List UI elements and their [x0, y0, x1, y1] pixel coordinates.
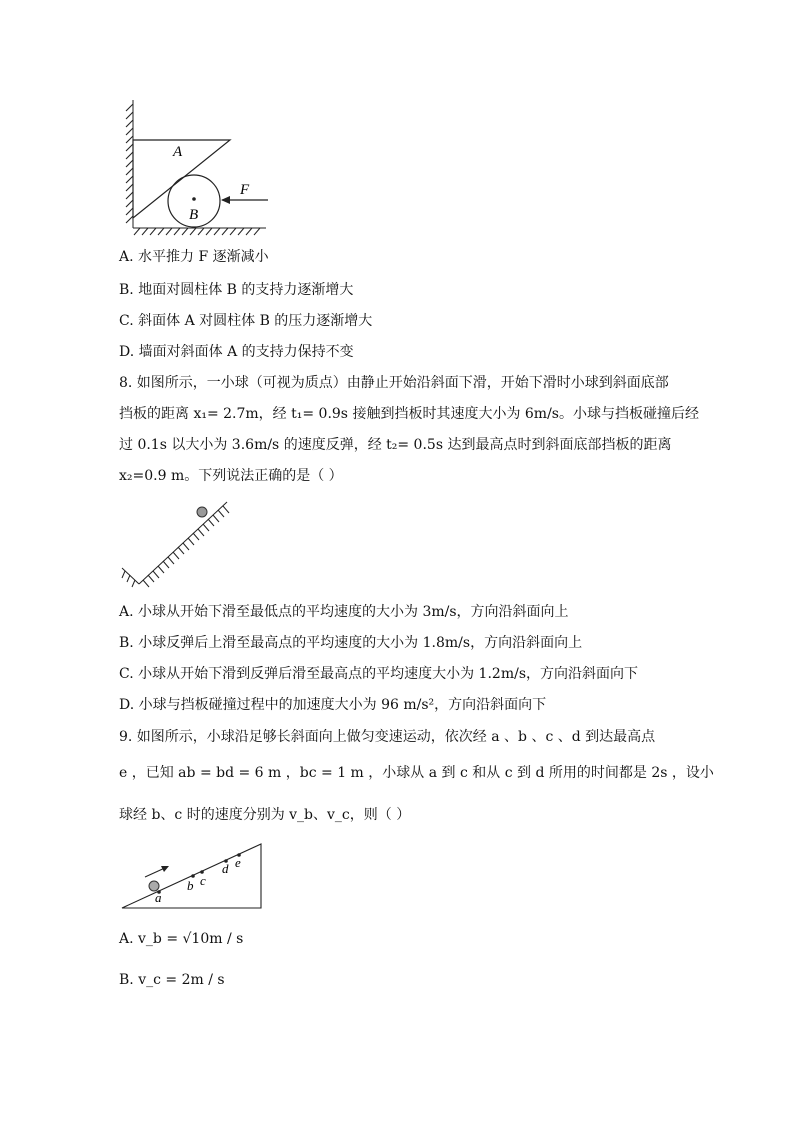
q9-option-a: A. v_b = √10m / s — [119, 931, 244, 947]
q8-stem-line4: x₂=0.9 m。下列说法正确的是（ ） — [119, 468, 343, 484]
ground-hatching — [133, 228, 266, 235]
wall-hatching — [126, 100, 133, 228]
q9-stem-line1: 9. 如图所示，小球沿足够长斜面向上做匀变速运动，依次经 a 、b 、c 、d 到达最高点 — [119, 729, 656, 745]
force-arrowhead — [221, 196, 230, 204]
q9-stem-line2: e ，已知 ab = bd = 6 m ，bc = 1 m ，小球从 a 到 c 和从 c 到 d 所用的时间都是 2s ，设小 — [119, 765, 714, 781]
label-e: e — [235, 855, 241, 870]
label-a: A — [173, 144, 183, 160]
label-d: d — [222, 861, 229, 876]
q7-option-b: B. 地面对圆柱体 B 的支持力逐渐增大 — [119, 282, 354, 298]
q7-option-a: A. 水平推力 F 逐渐减小 — [119, 249, 269, 265]
label-b: b — [187, 878, 194, 893]
label-b: B — [189, 207, 199, 223]
barrier-surface — [122, 568, 139, 584]
q8-option-a: A. 小球从开始下滑至最低点的平均速度的大小为 3m/s，方向沿斜面向上 — [119, 604, 569, 620]
figure-incline-points — [119, 840, 265, 914]
label-f: F — [240, 182, 250, 198]
q9-stem-line3: 球经 b、c 时的速度分别为 v_b、v_c，则（ ） — [119, 807, 411, 823]
q8-stem-line3: 过 0.1s 以大小为 3.6m/s 的速度反弹，经 t₂= 0.5s 达到最高点时到斜面底部挡板的距离 — [119, 437, 672, 453]
ball — [197, 507, 207, 517]
q8-stem-line2: 挡板的距离 x₁= 2.7m，经 t₁= 0.9s 接触到挡板时其速度大小为 6m/s。小球与挡板碰撞后经 — [119, 406, 699, 422]
q7-option-d: D. 墙面对斜面体 A 的支持力保持不变 — [119, 344, 354, 360]
label-a: a — [155, 890, 162, 905]
q8-option-d: D. 小球与挡板碰撞过程中的加速度大小为 96 m/s²，方向沿斜面向下 — [119, 697, 547, 713]
figure-wedge-cylinder — [118, 98, 278, 240]
q8-option-b: B. 小球反弹后上滑至最高点的平均速度的大小为 1.8m/s，方向沿斜面向上 — [119, 635, 583, 651]
q9-option-b: B. v_c = 2m / s — [119, 972, 225, 988]
q8-option-c: C. 小球从开始下滑到反弹后滑至最高点的平均速度大小为 1.2m/s，方向沿斜面向下 — [119, 666, 639, 682]
label-c: c — [200, 873, 206, 888]
figure-incline-ball — [119, 496, 234, 588]
q8-stem-line1: 8. 如图所示，一小球（可视为质点）由静止开始沿斜面下滑，开始下滑时小球到斜面底部 — [119, 375, 669, 391]
q7-option-c: C. 斜面体 A 对圆柱体 B 的压力逐渐增大 — [119, 313, 373, 329]
cylinder-center-dot — [192, 197, 196, 201]
